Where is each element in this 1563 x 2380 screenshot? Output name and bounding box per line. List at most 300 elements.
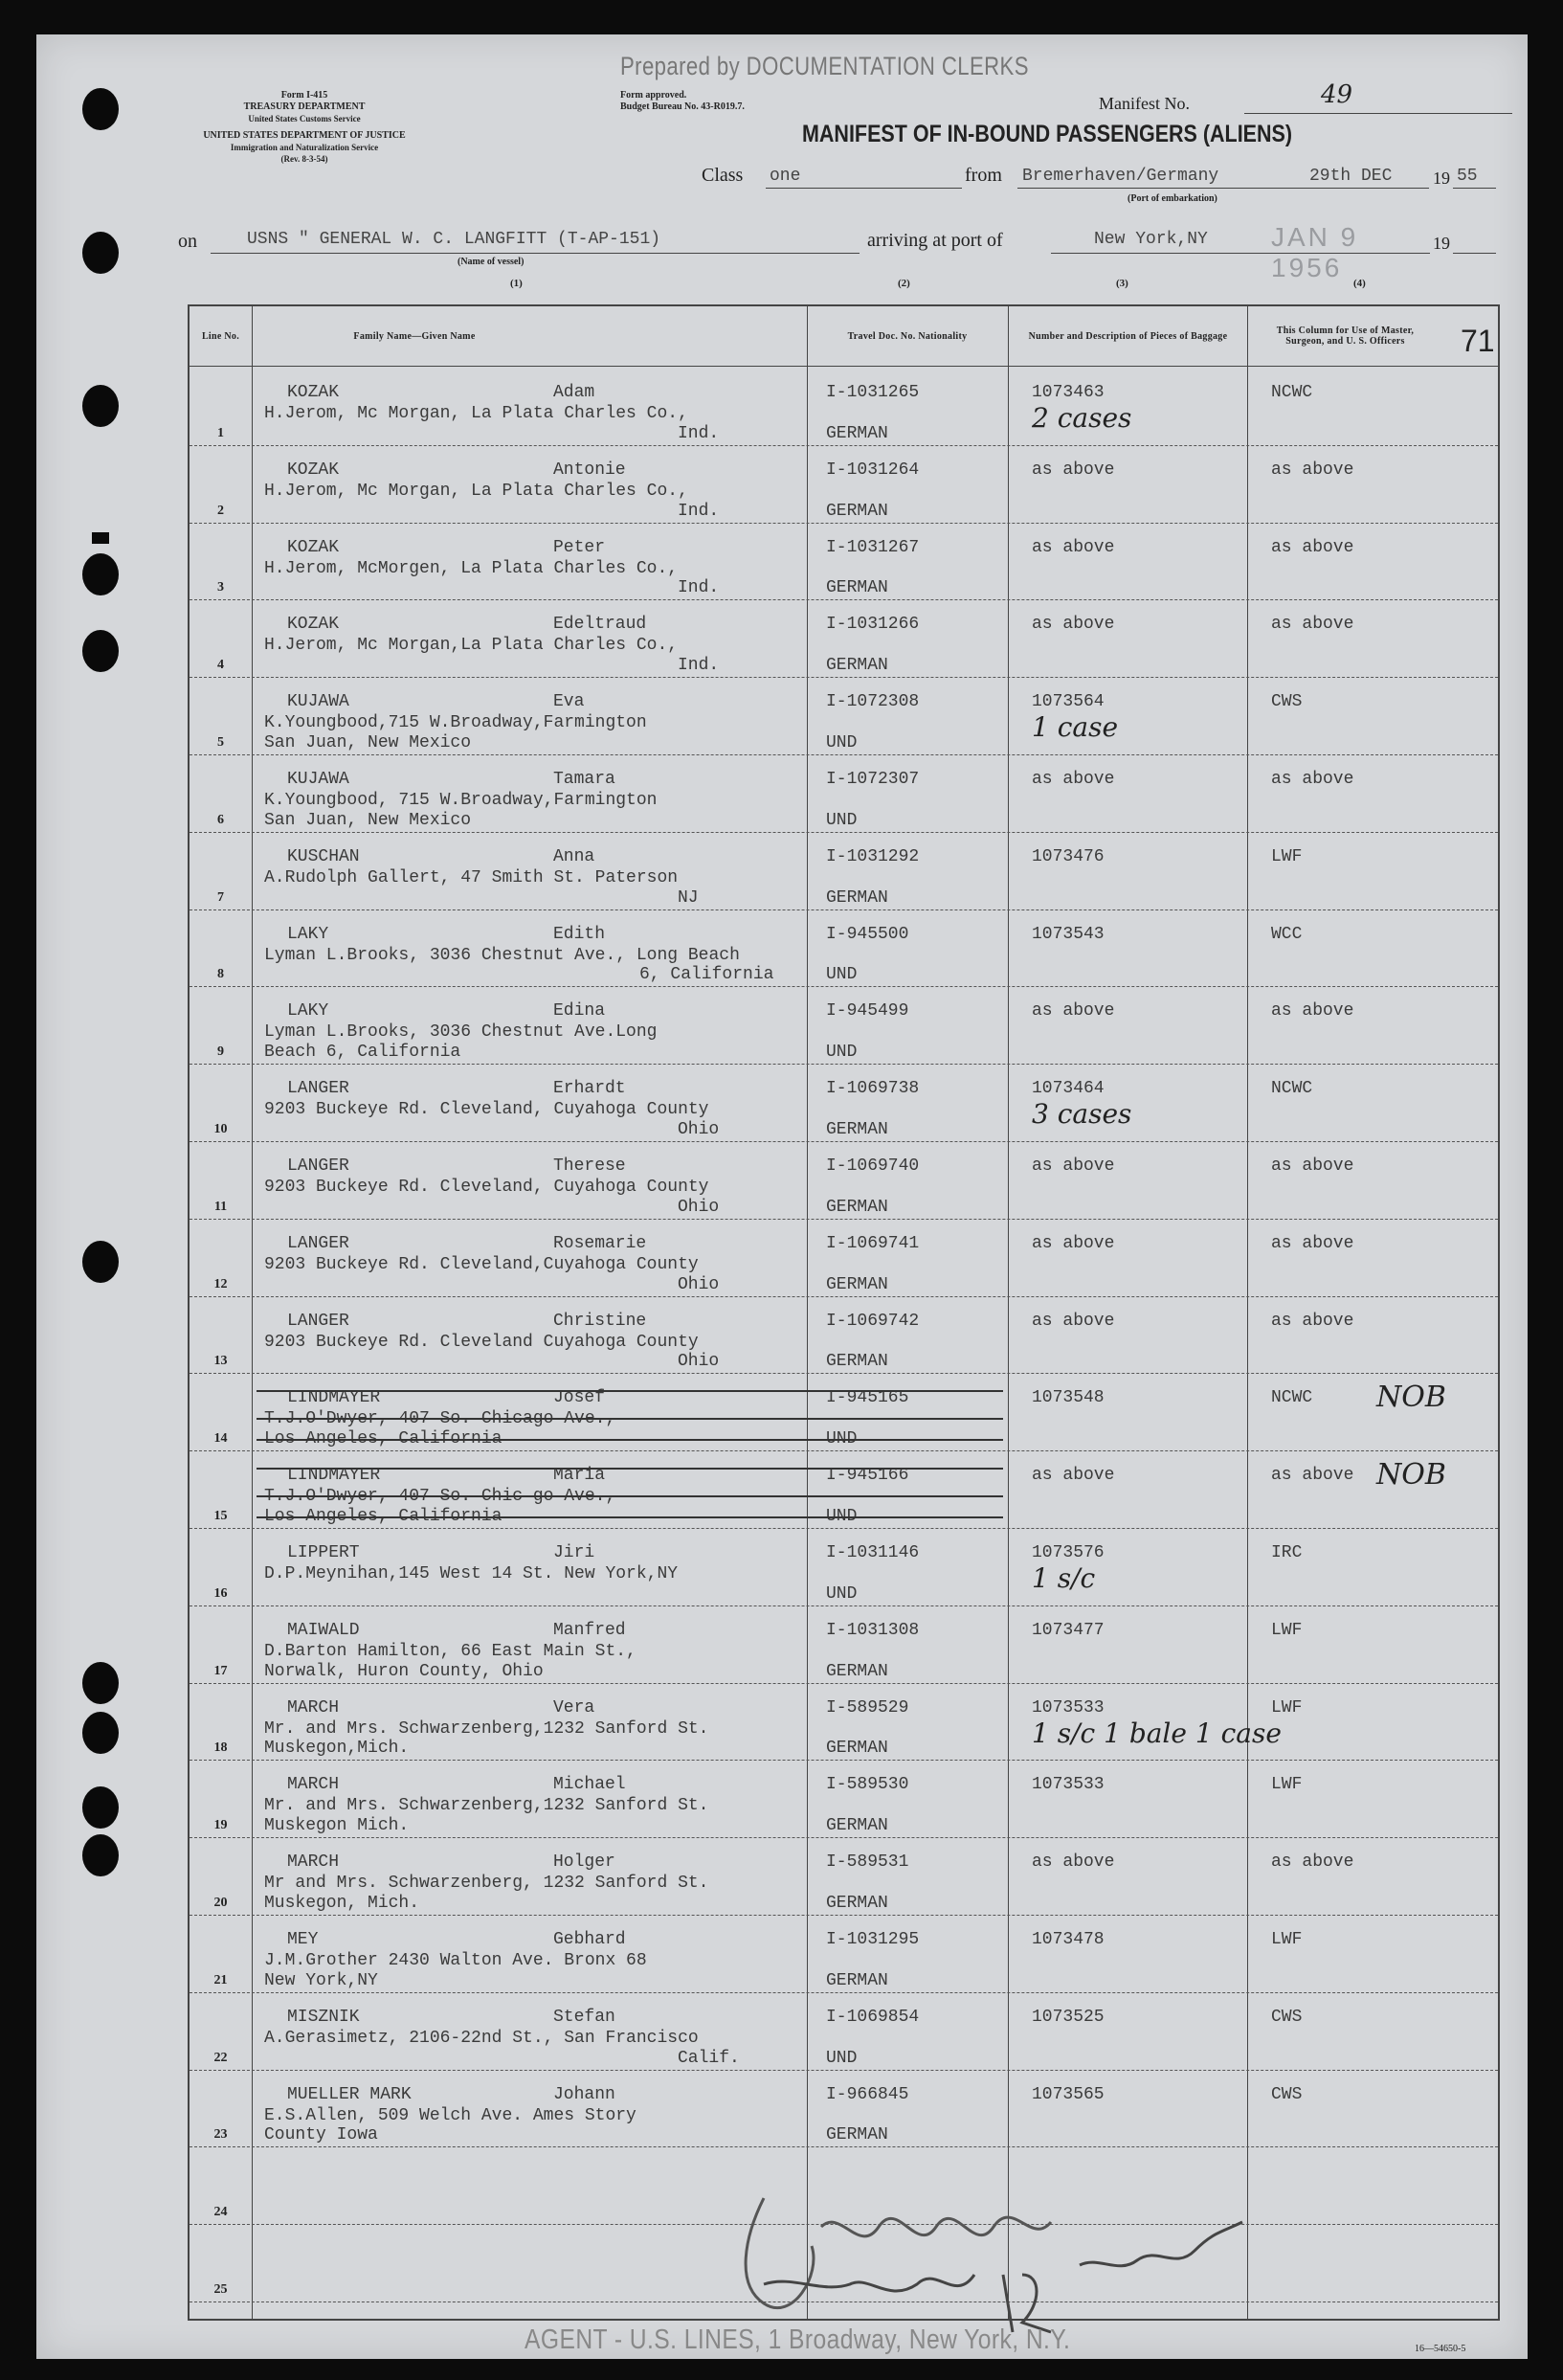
table-row xyxy=(190,523,1498,601)
nationality: GERMAN xyxy=(826,1893,888,1913)
travel-doc-no: I-1069738 xyxy=(826,1079,920,1099)
given-name: Eva xyxy=(553,692,585,712)
line-number: 13 xyxy=(213,1354,228,1369)
family-name: KOZAK xyxy=(287,615,340,635)
address-line-2: Ind. xyxy=(678,423,720,443)
baggage-desc: 1073525 xyxy=(1032,2007,1105,2027)
family-name: MARCH xyxy=(287,1697,340,1718)
given-name: Christine xyxy=(553,1311,647,1331)
officer-use: as above xyxy=(1271,1156,1354,1176)
signature-scribble xyxy=(706,2160,1262,2342)
family-name: KUSCHAN xyxy=(287,846,360,866)
nationality: UND xyxy=(826,2048,858,2068)
given-name: Edith xyxy=(553,924,606,944)
officer-use: as above xyxy=(1271,770,1354,789)
handwritten-note: NOB xyxy=(1376,1458,1446,1493)
table-row xyxy=(190,599,1498,678)
address-line-2: NJ xyxy=(678,887,699,908)
line-number: 4 xyxy=(217,658,224,673)
from-label: from xyxy=(965,165,1002,186)
table-row xyxy=(190,1992,1498,2071)
nationality: UND xyxy=(826,810,858,830)
given-name: Edina xyxy=(553,1001,606,1022)
documentation-stamp: Prepared by DOCUMENTATION CLERKS xyxy=(620,52,1029,80)
header-baggage: Number and Description of Pieces of Baggage xyxy=(1028,330,1228,342)
col-number-2: (2) xyxy=(898,278,910,289)
baggage-desc: 1073463 xyxy=(1032,383,1105,402)
baggage-desc: as above xyxy=(1032,1233,1115,1253)
baggage-desc: 1073464 xyxy=(1032,1079,1105,1099)
address-line-2: Ohio xyxy=(678,1197,720,1217)
line-number: 8 xyxy=(217,967,224,982)
punch-mark xyxy=(92,532,109,544)
manifest-sheet xyxy=(36,34,1528,2359)
officer-use: as above xyxy=(1271,615,1354,635)
form-revision: (Rev. 8-3-54) xyxy=(280,154,328,164)
family-name: MEY xyxy=(287,1930,319,1949)
travel-doc-no: I-1031308 xyxy=(826,1620,920,1640)
line-number: 2 xyxy=(217,503,224,518)
given-name: Stefan xyxy=(553,2007,615,2027)
travel-doc-no: I-589531 xyxy=(826,1852,909,1873)
col-number-3: (3) xyxy=(1116,278,1128,289)
family-name: KOZAK xyxy=(287,460,340,480)
address-line-2: 6, California xyxy=(639,965,774,985)
line-number: 19 xyxy=(213,1818,228,1833)
table-row xyxy=(190,1064,1498,1142)
travel-doc-no: I-945166 xyxy=(826,1466,909,1486)
travel-doc-no: I-945500 xyxy=(826,924,909,944)
officer-use: LWF xyxy=(1271,1620,1303,1640)
officer-use: as above xyxy=(1271,537,1354,557)
address-line-1: Mr. and Mrs. Schwarzenberg,1232 Sanford St. xyxy=(264,1718,709,1739)
col-number-1: (1) xyxy=(510,278,523,289)
nationality: GERMAN xyxy=(826,578,888,598)
form-number: Form I-415 xyxy=(280,90,328,101)
baggage-desc: 1073565 xyxy=(1032,2084,1105,2104)
address-line-2: New York,NY xyxy=(264,1970,378,1990)
line-number: 15 xyxy=(213,1508,228,1523)
baggage-desc: 1073477 xyxy=(1032,1620,1105,1640)
line-number: 25 xyxy=(213,2281,228,2297)
nationality: GERMAN xyxy=(826,887,888,908)
punch-hole xyxy=(82,1662,119,1704)
approval-block xyxy=(620,90,745,113)
address-line-2: Los Angeles, California xyxy=(264,1429,502,1449)
given-name: Anna xyxy=(553,846,595,866)
line-number: 3 xyxy=(217,580,224,595)
baggage-desc: 1073543 xyxy=(1032,924,1105,944)
arriving-label: arriving at port of xyxy=(867,230,1003,251)
strike-through xyxy=(257,1516,1003,1518)
address-line-1: Lyman L.Brooks, 3036 Chestnut Ave., Long Beach xyxy=(264,945,740,965)
table-row xyxy=(190,909,1498,988)
given-name: Maria xyxy=(553,1466,606,1486)
handwritten-note: 1 case xyxy=(1032,711,1119,744)
given-name: Josef xyxy=(553,1388,606,1408)
travel-doc-no: I-1031267 xyxy=(826,537,920,557)
nationality: GERMAN xyxy=(826,1970,888,1990)
address-line-1: H.Jerom, McMorgen, La Plata Charles Co., xyxy=(264,558,679,578)
table-row xyxy=(190,1141,1498,1220)
table-row xyxy=(190,754,1498,833)
justice-dept: UNITED STATES DEPARTMENT OF JUSTICE xyxy=(203,130,406,141)
line-number: 24 xyxy=(213,2205,228,2220)
manifest-title: MANIFEST OF IN-BOUND PASSENGERS (ALIENS) xyxy=(802,121,1293,147)
family-name: MAIWALD xyxy=(287,1620,360,1640)
given-name: Johann xyxy=(553,2084,615,2104)
nationality: GERMAN xyxy=(826,2125,888,2145)
officer-use: as above xyxy=(1271,1233,1354,1253)
family-name: LINDMAYER xyxy=(287,1388,381,1408)
address-line-2: Beach 6, California xyxy=(264,1043,461,1063)
address-line-1: A.Gerasimetz, 2106-22nd St., San Francisco xyxy=(264,2028,699,2048)
baggage-desc: as above xyxy=(1032,1311,1115,1331)
customs-service: United States Customs Service xyxy=(248,114,361,123)
punch-hole xyxy=(82,1712,119,1754)
punch-hole xyxy=(82,88,119,130)
baggage-desc: 1073533 xyxy=(1032,1697,1105,1718)
line-number: 18 xyxy=(213,1740,228,1756)
year-value: 55 xyxy=(1457,167,1478,186)
given-name: Tamara xyxy=(553,770,615,789)
form-approved: Form approved. xyxy=(620,90,687,101)
table-row xyxy=(190,368,1498,446)
given-name: Therese xyxy=(553,1156,626,1176)
given-name: Michael xyxy=(553,1775,626,1795)
handwritten-note: 3 cases xyxy=(1032,1098,1132,1131)
table-row xyxy=(190,1683,1498,1762)
line-number: 17 xyxy=(213,1663,228,1678)
family-name: LANGER xyxy=(287,1233,349,1253)
officer-use: CWS xyxy=(1271,2084,1303,2104)
given-name: Edeltraud xyxy=(553,615,647,635)
col-number-4: (4) xyxy=(1353,278,1366,289)
header-rule xyxy=(190,366,1498,367)
address-line-1: 9203 Buckeye Rd. Cleveland,Cuyahoga County xyxy=(264,1254,699,1274)
address-line-1: Mr. and Mrs. Schwarzenberg,1232 Sanford St. xyxy=(264,1796,709,1816)
nationality: UND xyxy=(826,1583,858,1604)
baggage-desc: as above xyxy=(1032,1466,1115,1486)
travel-doc-no: I-1069742 xyxy=(826,1311,920,1331)
address-line-2: Ohio xyxy=(678,1352,720,1372)
agent-stamp: AGENT - U.S. LINES, 1 Broadway, New York, N.Y. xyxy=(525,2324,1071,2355)
punch-hole xyxy=(82,630,119,672)
officer-use: as above xyxy=(1271,1466,1354,1486)
line-number: 21 xyxy=(213,1972,228,1987)
family-name: LIPPERT xyxy=(287,1543,360,1562)
baggage-desc: 1073576 xyxy=(1032,1543,1105,1562)
travel-doc-no: I-1031264 xyxy=(826,460,920,480)
baggage-desc: as above xyxy=(1032,1156,1115,1176)
line-number: 11 xyxy=(213,1199,228,1214)
punch-hole xyxy=(82,1786,119,1829)
given-name: Holger xyxy=(553,1852,615,1873)
manifest-no-value: 49 xyxy=(1321,80,1353,109)
vessel-label: (Name of vessel) xyxy=(458,257,525,267)
ins-service: Immigration and Naturalization Service xyxy=(230,143,379,152)
line-number: 16 xyxy=(213,1585,228,1601)
handwritten-note: 1 s/c xyxy=(1032,1562,1096,1594)
nationality: GERMAN xyxy=(826,1197,888,1217)
address-line-1: D.P.Meynihan,145 West 14 St. New York,NY xyxy=(264,1564,679,1583)
officer-use: LWF xyxy=(1271,846,1303,866)
officer-use: NCWC xyxy=(1271,383,1313,402)
handwritten-note: NOB xyxy=(1376,1381,1446,1415)
address-line-1: Lyman L.Brooks, 3036 Chestnut Ave.Long xyxy=(264,1022,658,1043)
nationality: UND xyxy=(826,1043,858,1063)
family-name: LAKY xyxy=(287,924,329,944)
line-number: 10 xyxy=(213,1121,228,1136)
line-number: 9 xyxy=(217,1044,224,1060)
table-row xyxy=(190,1373,1498,1451)
treasury-dept: TREASURY DEPARTMENT xyxy=(243,101,366,112)
nationality: GERMAN xyxy=(826,1274,888,1294)
address-line-1: K.Youngbood, 715 W.Broadway,Farmington xyxy=(264,791,658,810)
arrival-port-field xyxy=(1051,222,1430,282)
officer-use: CWS xyxy=(1271,692,1303,712)
manifest-no-label: Manifest No. xyxy=(1099,94,1190,113)
arrival-year-field xyxy=(1453,228,1496,254)
baggage-desc: as above xyxy=(1032,1852,1115,1873)
given-name: Erhardt xyxy=(553,1079,626,1099)
officer-use: LWF xyxy=(1271,1697,1303,1718)
departure-date: 29th DEC xyxy=(1309,167,1393,186)
officer-use: WCC xyxy=(1271,924,1303,944)
strike-through xyxy=(257,1495,1003,1497)
line-number: 22 xyxy=(213,2050,228,2065)
address-line-1: Mr and Mrs. Schwarzenberg, 1232 Sanford St. xyxy=(264,1874,709,1894)
given-name: Peter xyxy=(553,537,606,557)
handwritten-note: 1 s/c 1 bale 1 case xyxy=(1032,1717,1282,1749)
class-field xyxy=(766,167,962,189)
given-name: Rosemarie xyxy=(553,1233,647,1253)
header-travel-doc: Travel Doc. No. Nationality xyxy=(847,330,968,342)
nationality: GERMAN xyxy=(826,423,888,443)
officer-use: as above xyxy=(1271,460,1354,480)
baggage-desc: as above xyxy=(1032,537,1115,557)
punch-hole xyxy=(82,232,119,274)
officer-use: as above xyxy=(1271,1311,1354,1331)
address-line-1: T.J.O'Dwyer, 407 So. Chic go Ave., xyxy=(264,1487,616,1507)
address-line-1: 9203 Buckeye Rd. Cleveland Cuyahoga County xyxy=(264,1332,699,1352)
arrival-date-stamp: JAN 9 1956 xyxy=(1271,222,1359,282)
baggage-desc: as above xyxy=(1032,770,1115,789)
year-prefix: 19 xyxy=(1433,168,1450,188)
family-name: LINDMAYER xyxy=(287,1466,381,1486)
address-line-2: Norwalk, Huron County, Ohio xyxy=(264,1661,544,1681)
family-name: KUJAWA xyxy=(287,692,349,712)
line-number: 12 xyxy=(213,1276,228,1291)
table-row xyxy=(190,832,1498,910)
travel-doc-no: I-945499 xyxy=(826,1001,909,1022)
address-line-1: K.Youngbood,715 W.Broadway,Farmington xyxy=(264,713,647,733)
travel-doc-no: I-1069741 xyxy=(826,1233,920,1253)
nationality: UND xyxy=(826,1506,858,1526)
table-row xyxy=(190,1605,1498,1684)
address-line-2: Ind. xyxy=(678,578,720,598)
on-label: on xyxy=(178,231,197,252)
travel-doc-no: I-1069854 xyxy=(826,2007,920,2027)
travel-doc-no: I-1031265 xyxy=(826,383,920,402)
baggage-desc: 1073478 xyxy=(1032,1930,1105,1949)
nationality: UND xyxy=(826,732,858,752)
family-name: KOZAK xyxy=(287,383,340,402)
line-number: 20 xyxy=(213,1895,228,1910)
family-name: LANGER xyxy=(287,1079,349,1099)
punch-hole xyxy=(82,1834,119,1876)
punch-hole xyxy=(82,553,119,595)
year-prefix-arrival: 19 xyxy=(1433,234,1450,253)
family-name: MUELLER MARK xyxy=(287,2084,412,2104)
family-name: LAKY xyxy=(287,1001,329,1022)
officer-use: NCWC xyxy=(1271,1388,1313,1408)
table-row xyxy=(190,445,1498,524)
nationality: GERMAN xyxy=(826,1119,888,1139)
table-row xyxy=(190,1837,1498,1916)
table-row xyxy=(190,986,1498,1065)
strike-through xyxy=(257,1439,1003,1441)
travel-doc-no: I-1031292 xyxy=(826,846,920,866)
family-name: LANGER xyxy=(287,1156,349,1176)
officer-use: IRC xyxy=(1271,1543,1303,1562)
line-number: 5 xyxy=(217,734,224,750)
nationality: UND xyxy=(826,965,858,985)
travel-doc-no: I-589530 xyxy=(826,1775,909,1795)
table-row xyxy=(190,1915,1498,1993)
address-line-1: D.Barton Hamilton, 66 East Main St., xyxy=(264,1641,636,1661)
from-field xyxy=(1017,167,1429,189)
travel-doc-no: I-945165 xyxy=(826,1388,909,1408)
address-line-2: Ohio xyxy=(678,1119,720,1139)
travel-doc-no: I-1031146 xyxy=(826,1543,920,1562)
manifest-no-field xyxy=(1244,80,1512,114)
nationality: GERMAN xyxy=(826,656,888,676)
travel-doc-no: I-589529 xyxy=(826,1697,909,1718)
address-line-1: H.Jerom, Mc Morgan,La Plata Charles Co., xyxy=(264,636,679,656)
nationality: UND xyxy=(826,1429,858,1449)
nationality: GERMAN xyxy=(826,1739,888,1759)
line-number: 6 xyxy=(217,812,224,827)
given-name: Adam xyxy=(553,383,595,402)
baggage-desc: as above xyxy=(1032,1001,1115,1022)
address-line-1: E.S.Allen, 509 Welch Ave. Ames Story xyxy=(264,2105,636,2125)
family-name: KOZAK xyxy=(287,537,340,557)
address-line-2: Muskegon, Mich. xyxy=(264,1893,420,1913)
family-name: MARCH xyxy=(287,1852,340,1873)
handwritten-note: 2 cases xyxy=(1032,402,1132,434)
travel-doc-no: I-1072307 xyxy=(826,770,920,789)
address-line-1: 9203 Buckeye Rd. Cleveland, Cuyahoga County xyxy=(264,1178,709,1197)
table-row xyxy=(190,1760,1498,1838)
given-name: Gebhard xyxy=(553,1930,626,1949)
address-line-2: Muskegon,Mich. xyxy=(264,1739,410,1759)
header-line-no: Line No. xyxy=(201,330,240,342)
given-name: Manfred xyxy=(553,1620,626,1640)
given-name: Vera xyxy=(553,1697,595,1718)
line-number: 7 xyxy=(217,889,224,905)
footer-code: 16—54650-5 xyxy=(1415,2344,1466,2354)
travel-doc-no: I-1072308 xyxy=(826,692,920,712)
address-line-2: Calif. xyxy=(678,2048,740,2068)
nationality: GERMAN xyxy=(826,1352,888,1372)
budget-bureau: Budget Bureau No. 43-R019.7. xyxy=(620,101,745,112)
header-name: Family Name—Given Name xyxy=(353,330,476,342)
vessel-value: USNS " GENERAL W. C. LANGFITT (T-AP-151) xyxy=(247,230,661,249)
family-name: MISZNIK xyxy=(287,2007,360,2027)
baggage-desc: 1073548 xyxy=(1032,1388,1105,1408)
port-embark-label: (Port of embarkation) xyxy=(1128,193,1217,204)
passenger-table xyxy=(188,304,1500,2321)
line-number: 14 xyxy=(213,1431,228,1447)
table-row xyxy=(190,2070,1498,2148)
page-number: 71 xyxy=(1461,324,1495,358)
address-line-1: A.Rudolph Gallert, 47 Smith St. Paterson xyxy=(264,867,679,887)
family-name: MARCH xyxy=(287,1775,340,1795)
baggage-desc: as above xyxy=(1032,460,1115,480)
address-line-2: Muskegon Mich. xyxy=(264,1816,410,1836)
header-officers: This Column for Use of Master, Surgeon, and U. S. Officers xyxy=(1276,326,1415,347)
officer-use: NCWC xyxy=(1271,1079,1313,1099)
officer-use: as above xyxy=(1271,1852,1354,1873)
baggage-desc: 1073564 xyxy=(1032,692,1105,712)
family-name: LANGER xyxy=(287,1311,349,1331)
address-line-1: T.J.O'Dwyer, 407 So. Chicago Ave., xyxy=(264,1409,616,1429)
address-line-2: Ind. xyxy=(678,501,720,521)
given-name: Antonie xyxy=(553,460,626,480)
nationality: GERMAN xyxy=(826,501,888,521)
table-row xyxy=(190,1219,1498,1297)
address-line-1: J.M.Grother 2430 Walton Ave. Bronx 68 xyxy=(264,1951,647,1970)
travel-doc-no: I-966845 xyxy=(826,2084,909,2104)
line-number: 23 xyxy=(213,2127,228,2143)
strike-through xyxy=(257,1468,1003,1470)
table-row xyxy=(190,1528,1498,1606)
class-label: Class xyxy=(702,165,744,186)
punch-hole xyxy=(82,1241,119,1283)
family-name: KUJAWA xyxy=(287,770,349,789)
strike-through xyxy=(257,1390,1003,1392)
vessel-field xyxy=(211,228,860,254)
baggage-desc: as above xyxy=(1032,615,1115,635)
address-line-1: 9203 Buckeye Rd. Cleveland, Cuyahoga County xyxy=(264,1100,709,1120)
arrival-port-value: New York,NY xyxy=(1094,230,1208,249)
address-line-1: H.Jerom, Mc Morgan, La Plata Charles Co., xyxy=(264,404,688,423)
baggage-desc: 1073533 xyxy=(1032,1775,1105,1795)
baggage-desc: 1073476 xyxy=(1032,846,1105,866)
punch-hole xyxy=(82,385,119,427)
table-row xyxy=(190,677,1498,755)
given-name: Jiri xyxy=(553,1543,595,1562)
address-line-1: H.Jerom, Mc Morgan, La Plata Charles Co., xyxy=(264,481,688,501)
strike-through xyxy=(257,1418,1003,1420)
year-field xyxy=(1453,167,1496,189)
officer-use: as above xyxy=(1271,1001,1354,1022)
address-line-2: Los Angeles, California xyxy=(264,1506,502,1526)
from-value: Bremerhaven/Germany xyxy=(1022,167,1219,186)
address-line-2: County Iowa xyxy=(264,2125,378,2145)
address-line-2: San Juan, New Mexico xyxy=(264,810,472,830)
class-value: one xyxy=(770,167,801,186)
form-info-block xyxy=(161,90,448,165)
officer-use: CWS xyxy=(1271,2007,1303,2027)
table-row xyxy=(190,1296,1498,1375)
travel-doc-no: I-1031266 xyxy=(826,615,920,635)
address-line-2: San Juan, New Mexico xyxy=(264,732,472,752)
nationality: GERMAN xyxy=(826,1661,888,1681)
line-number: 1 xyxy=(217,425,224,440)
address-line-2: Ohio xyxy=(678,1274,720,1294)
